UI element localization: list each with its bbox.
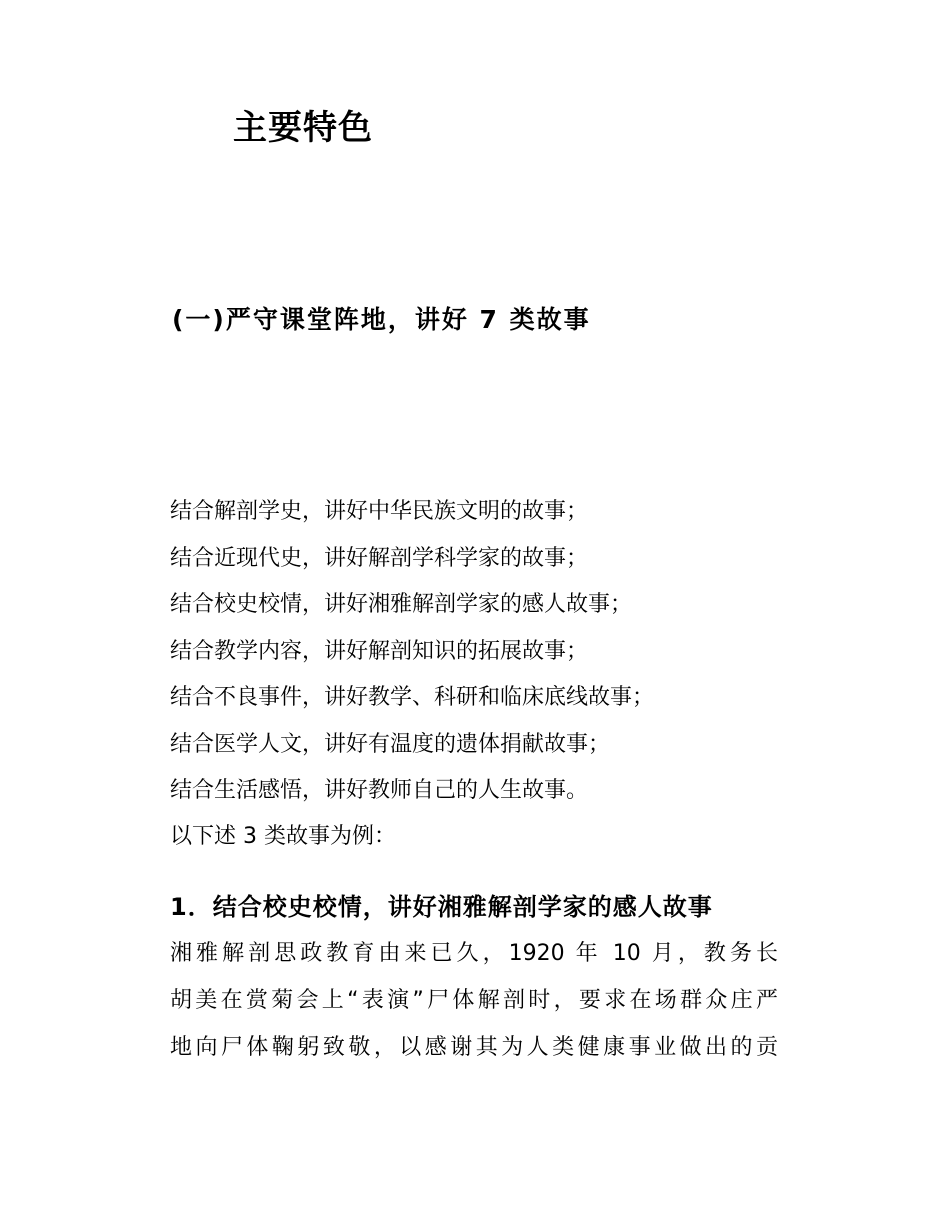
intro-text: 以下述 3 类故事为例：: [170, 824, 396, 849]
subsection-heading: 1．结合校史校情，讲好湘雅解剖学家的感人故事: [170, 893, 713, 921]
list-item: 结合不良事件，讲好教学、科研和临床底线故事；: [170, 685, 655, 710]
list-item: 结合医学人文，讲好有温度的遗体捐献故事；: [170, 731, 611, 757]
list-item: 结合近现代史，讲好解剖学科学家的故事；: [170, 545, 589, 571]
list-item: 结合解剖学史，讲好中华民族文明的故事；: [170, 499, 589, 524]
paragraph-line: 湘雅解剖思政教育由来已久，1920 年 10 月，教务长: [170, 941, 778, 966]
paragraph-line: 地向尸体鞠躬致敬，以感谢其为人类健康事业做出的贡: [170, 1035, 778, 1060]
list-item: 结合生活感悟，讲好教师自己的人生故事。: [170, 778, 589, 803]
section-heading: (一)严守课堂阵地，讲好 7 类故事: [172, 305, 591, 334]
body-paragraph: [170, 937, 778, 1078]
paragraph-line: 胡美在赏菊会上“表演”尸体解剖时，要求在场群众庄严: [170, 988, 778, 1013]
list-item: 结合教学内容，讲好解剖知识的拓展故事；: [170, 638, 589, 664]
page-title: 主要特色: [233, 108, 373, 148]
list-item: 结合校史校情，讲好湘雅解剖学家的感人故事；: [170, 592, 633, 617]
story-type-list: [170, 497, 654, 823]
